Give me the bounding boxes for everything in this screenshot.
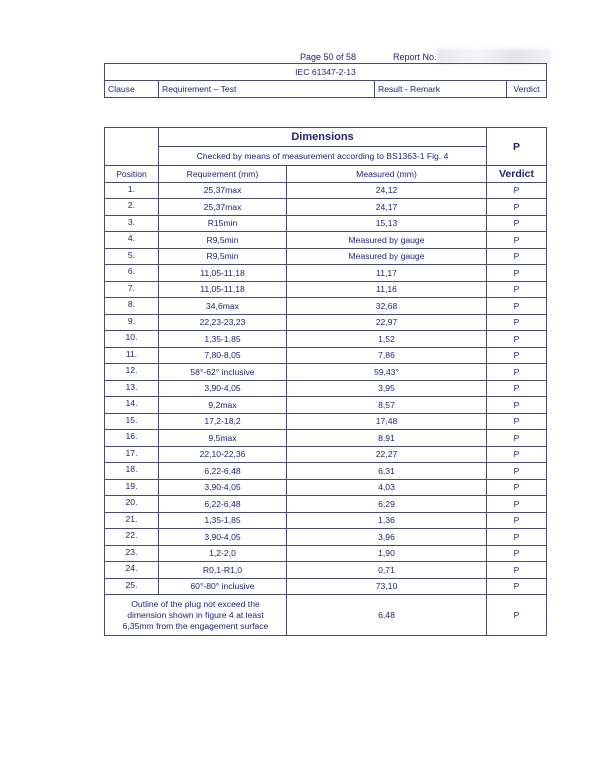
verdict-cell: P [487, 397, 547, 414]
position-cell: 17. [105, 446, 159, 463]
table-row [105, 281, 547, 298]
measured-cell: 7,86 [287, 347, 487, 364]
measured-cell: 17,48 [287, 413, 487, 430]
requirement-cell: 58°-62° inclusive [159, 364, 287, 381]
col-verdict-header: Verdict [487, 166, 547, 183]
table-row [105, 479, 547, 496]
page-number: Page 50 of 58 [300, 52, 357, 62]
verdict-cell: P [487, 265, 547, 282]
verdict-cell: P [487, 479, 547, 496]
table-row [105, 545, 547, 562]
outline-measured: 6,48 [287, 595, 487, 636]
table-row [105, 364, 547, 381]
table-row [105, 199, 547, 216]
position-cell: 11. [105, 347, 159, 364]
col-result-remark: Result - Remark [375, 81, 507, 98]
section-title: Dimensions [159, 128, 487, 147]
verdict-cell: P [487, 364, 547, 381]
requirement-cell: 11,05-11,18 [159, 265, 287, 282]
verdict-cell: P [487, 430, 547, 447]
verdict-cell: P [487, 215, 547, 232]
col-position: Position [105, 166, 159, 183]
verdict-cell: P [487, 512, 547, 529]
report-number-label: Report No. [393, 52, 437, 62]
table-row [105, 298, 547, 315]
measured-cell: 73,10 [287, 578, 487, 595]
verdict-cell: P [487, 413, 547, 430]
requirement-cell: R9,5min [159, 232, 287, 249]
verdict-cell: P [487, 331, 547, 348]
verdict-cell: P [487, 199, 547, 216]
section-subtitle: Checked by means of measurement according to BS1363-1 Fig. 4 [159, 147, 487, 166]
table-row [105, 248, 547, 265]
requirement-cell: 3,90-4,05 [159, 380, 287, 397]
verdict-cell: P [487, 463, 547, 480]
outline-line-1: Outline of the plug not exceed the [131, 598, 260, 609]
position-cell: 22. [105, 529, 159, 546]
position-cell: 23. [105, 545, 159, 562]
table-row [105, 380, 547, 397]
verdict-cell: P [487, 298, 547, 315]
verdict-cell: P [487, 529, 547, 546]
position-cell: 24. [105, 562, 159, 579]
outline-line-3: 6,35mm from the engagement surface [122, 620, 269, 631]
table-row [105, 232, 547, 249]
position-cell: 12. [105, 364, 159, 381]
position-cell: 15. [105, 413, 159, 430]
col-measured-mm: Measured (mm) [287, 166, 487, 183]
measured-cell: 59,43° [287, 364, 487, 381]
verdict-cell: P [487, 496, 547, 513]
measured-cell: 1,90 [287, 545, 487, 562]
measured-cell: 1,52 [287, 331, 487, 348]
outline-verdict: P [487, 595, 547, 636]
measured-cell: 24,12 [287, 182, 487, 199]
requirement-cell: R15min [159, 215, 287, 232]
requirement-cell: 25,37max [159, 182, 287, 199]
position-cell: 25. [105, 578, 159, 595]
col-requirement-test: Requirement – Test [159, 81, 375, 98]
measured-cell: 0,71 [287, 562, 487, 579]
verdict-cell: P [487, 281, 547, 298]
position-cell: 3. [105, 215, 159, 232]
requirement-cell: 22,23-23,23 [159, 314, 287, 331]
position-cell: 14. [105, 397, 159, 414]
requirement-cell: 1,35-1,85 [159, 512, 287, 529]
position-cell: 19. [105, 479, 159, 496]
position-cell: 2. [105, 199, 159, 216]
verdict-cell: P [487, 314, 547, 331]
requirement-cell: R0,1-R1,0 [159, 562, 287, 579]
verdict-cell: P [487, 347, 547, 364]
position-cell: 16. [105, 430, 159, 447]
table-row [105, 463, 547, 480]
verdict-cell: P [487, 232, 547, 249]
table-row [105, 529, 547, 546]
measured-cell: 8,57 [287, 397, 487, 414]
verdict-cell: P [487, 380, 547, 397]
redacted-report-number [437, 49, 552, 64]
position-cell: 20. [105, 496, 159, 513]
measured-cell: Measured by gauge [287, 232, 487, 249]
position-cell: 7. [105, 281, 159, 298]
requirement-cell: 11,05-11,18 [159, 281, 287, 298]
requirement-cell: 25,37max [159, 199, 287, 216]
table-row [105, 314, 547, 331]
requirement-cell: 60°-80° inclusive [159, 578, 287, 595]
dimensions-table [104, 127, 547, 636]
position-cell: 1. [105, 182, 159, 199]
requirement-cell: 3,90-4,05 [159, 479, 287, 496]
requirement-cell: 9,5max [159, 430, 287, 447]
table-row [105, 182, 547, 199]
table-row [105, 578, 547, 595]
requirement-cell: 1,35-1,85 [159, 331, 287, 348]
verdict-cell: P [487, 562, 547, 579]
table-row [105, 562, 547, 579]
measured-cell: Measured by gauge [287, 248, 487, 265]
verdict-cell: P [487, 446, 547, 463]
requirement-cell: 3,90-4,05 [159, 529, 287, 546]
position-cell: 8. [105, 298, 159, 315]
table-row [105, 397, 547, 414]
position-cell: 13. [105, 380, 159, 397]
verdict-cell: P [487, 248, 547, 265]
measured-cell: 4,03 [287, 479, 487, 496]
measured-cell: 6,29 [287, 496, 487, 513]
table-row [105, 496, 547, 513]
table-row [105, 347, 547, 364]
measured-cell: 6,31 [287, 463, 487, 480]
measured-cell: 1,36 [287, 512, 487, 529]
standard-name: IEC 61347-2-13 [105, 64, 547, 81]
measured-cell: 15,13 [287, 215, 487, 232]
requirement-cell: 1,2-2,0 [159, 545, 287, 562]
outline-requirement [105, 595, 287, 636]
blank-cell [105, 128, 159, 166]
col-verdict: Verdict [507, 81, 547, 98]
measured-cell: 3,95 [287, 380, 487, 397]
measured-cell: 22,27 [287, 446, 487, 463]
requirement-cell: 34,6max [159, 298, 287, 315]
verdict-cell: P [487, 578, 547, 595]
section-verdict: P [487, 128, 547, 166]
requirement-cell: R9,5min [159, 248, 287, 265]
position-cell: 21. [105, 512, 159, 529]
position-cell: 4. [105, 232, 159, 249]
measured-cell: 24,17 [287, 199, 487, 216]
position-cell: 9. [105, 314, 159, 331]
position-cell: 5. [105, 248, 159, 265]
table-row [105, 446, 547, 463]
col-requirement-mm: Requirement (mm) [159, 166, 287, 183]
position-cell: 10. [105, 331, 159, 348]
requirement-cell: 9,2max [159, 397, 287, 414]
outline-line-2: dimension shown in figure 4 at least [127, 609, 264, 620]
table-row [105, 265, 547, 282]
report-header-table [104, 63, 547, 98]
measured-cell: 11,17 [287, 265, 487, 282]
requirement-cell: 6,22-6,48 [159, 463, 287, 480]
measured-cell: 11,16 [287, 281, 487, 298]
position-cell: 18. [105, 463, 159, 480]
table-row [105, 413, 547, 430]
verdict-cell: P [487, 545, 547, 562]
requirement-cell: 6,22-6,48 [159, 496, 287, 513]
requirement-cell: 7,80-8,05 [159, 347, 287, 364]
requirement-cell: 17,2-18,2 [159, 413, 287, 430]
table-row [105, 430, 547, 447]
measured-cell: 3,96 [287, 529, 487, 546]
measured-cell: 22,97 [287, 314, 487, 331]
col-clause: Clause [105, 81, 159, 98]
verdict-cell: P [487, 182, 547, 199]
table-row [105, 331, 547, 348]
measured-cell: 32,68 [287, 298, 487, 315]
measured-cell: 8,91 [287, 430, 487, 447]
table-row [105, 512, 547, 529]
position-cell: 6. [105, 265, 159, 282]
table-row [105, 215, 547, 232]
requirement-cell: 22,10-22,36 [159, 446, 287, 463]
